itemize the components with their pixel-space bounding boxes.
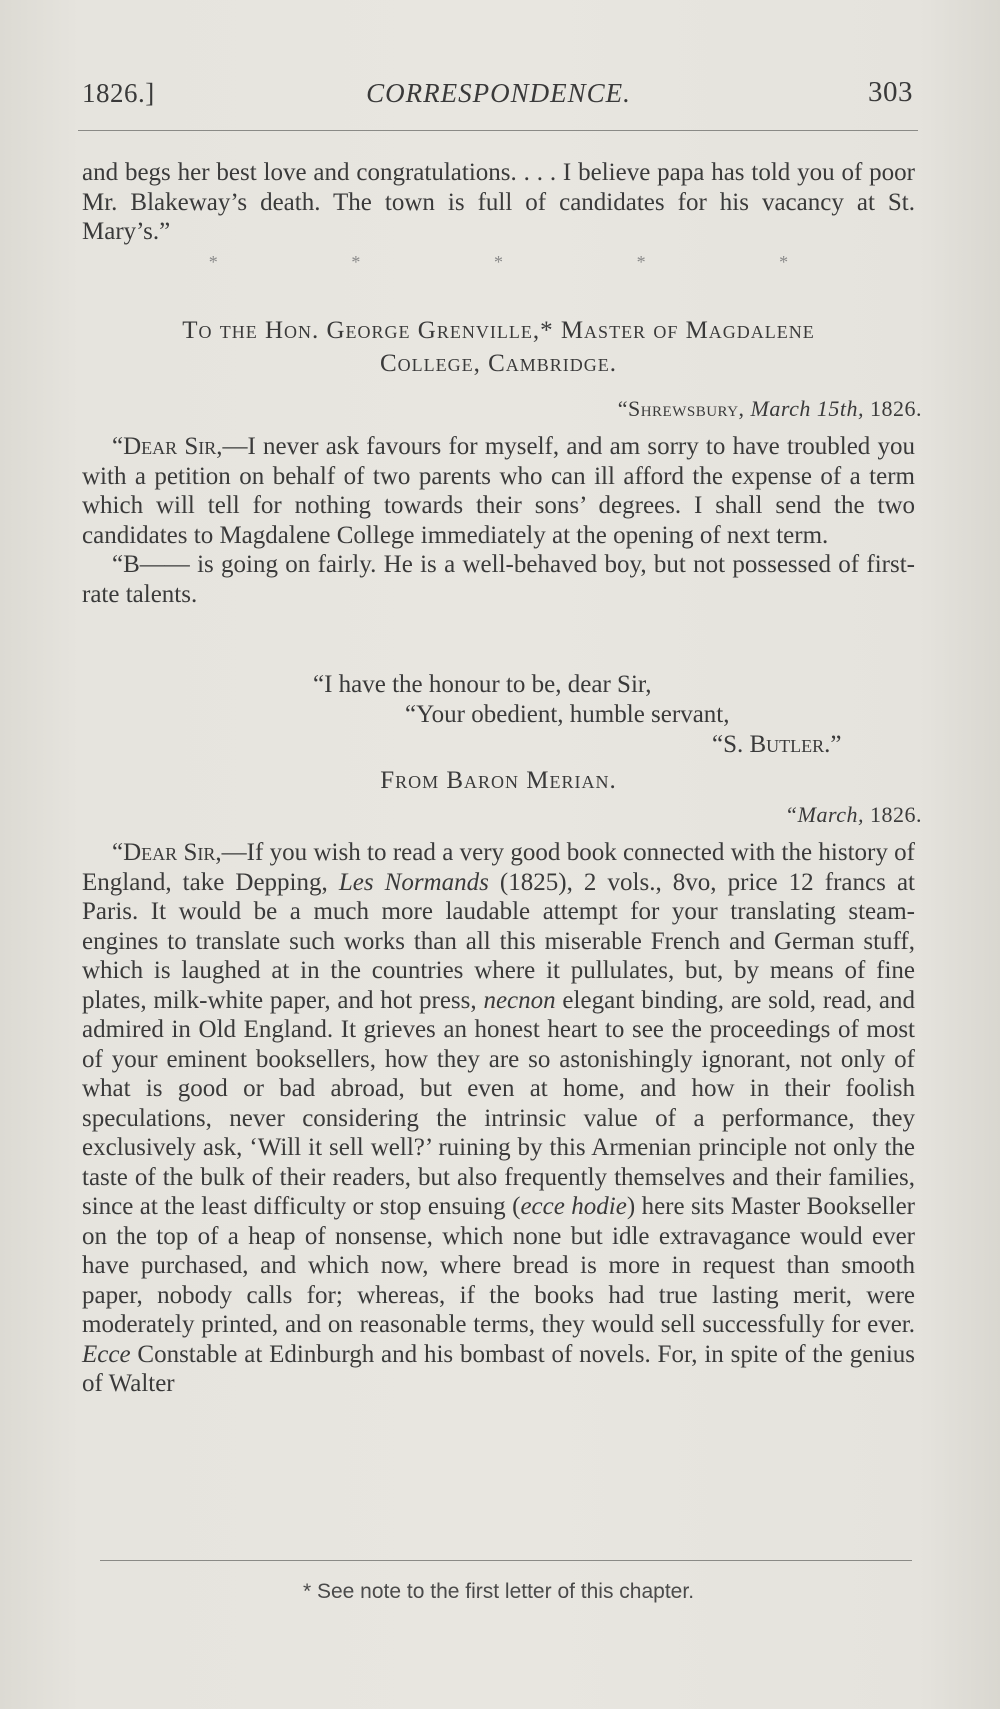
letter1-closing-2: “Your obedient, humble servant, [405,701,730,728]
letter2-heading: From Baron Merian. [380,767,617,794]
letter1-body-text-1: —I never ask favours for myself, and am sorry to have troubled you with a petition on behalf of two parents who can ill afford the expense of a term which will tell for nothing towards their sons’ degrees. I shall send the two candidates to Magdalene College immediately at the opening of next term. [82,433,915,549]
letter2-ecce: Ecce [82,1340,131,1368]
letter2-body-text-d: ) here sits Master Bookseller on the top of a heap of nonsense, which none but idle extravagance would ever have purchased, and which now, where bread is more in request than smooth paper, nobody calls for; whereas, if the books had true lasting merit, were moderately printed, and on reasonable terms, they would sell successfully for ever. [82,1193,915,1338]
letter1-closing-1: “I have the honour to be, dear Sir, [313,671,652,698]
letter2-necnon: necnon [483,986,556,1014]
section-break [82,252,915,273]
letter2-dateline [785,802,922,828]
section-break-star: * [351,252,361,272]
letter2-body [82,838,915,1399]
letter2-body-text-c: elegant binding, are sold, read, and admired in Old England. It grieves an honest heart to see the proceedings of most of your eminent booksellers, how they are so astonishingly ignorant, not only of what is good or bad abroad, but even at home, and how in their foolish speculations, never considering the intrinsic value of a performance, they exclusively ask, ‘Will it sell well?’ ruining by this Armenian principle not only the taste of the bulk of their readers, but also frequently themselves and their families, since at the least difficulty or stop ensuing ( [82,986,915,1220]
letter1-dateline-year: 1826. [870,396,922,421]
page-number: 303 [868,76,913,108]
letter1-body-text-2: “B—— is going on fairly. He is a well-behaved boy, but not possessed of first-rate talents. [82,551,915,608]
letter1-dateline-date: March 15th, [750,396,864,421]
footnote: * See note to the first letter of this chapter. [302,1580,695,1603]
section-break-star: * [636,252,646,272]
letter2-book-title: Les Normands [338,868,489,896]
letter2-body-text-e: Constable at Edinburgh and his bombast of novels. For, in spite of the genius of Walter [82,1340,915,1397]
letter1-paragraph-1 [82,432,915,550]
letter1-signature-name: Butler.” [749,731,842,758]
letter1-heading-line2: College, Cambridge. [379,350,618,377]
letter1-signature-open: “S. [712,731,744,758]
section-break-star: * [779,252,789,272]
letter1-heading [82,314,915,380]
letter2-body-text-b: (1825), 2 vols., 8vo, price 12 francs at Paris. It would be a much more laudable attempt for your translating steam-engines to translate such works than all this miserable French and German stuff, which is laughed at in the countries where it pullulates, but, by means of fine plates, milk-white paper, and hot press, [82,868,915,1014]
letter2-dateline-date: “March, [784,802,864,827]
opening-paragraph: and begs her best love and congratulations. . . . I believe papa has told you of poor Mr. Blakeway’s death. The town is full of candidates for his vacancy at St. Mary’s.” [82,159,915,245]
letter1-body [82,432,915,609]
letter2-dateline-year: 1826. [870,802,922,827]
header-title: CORRESPONDENCE. [366,78,631,108]
letter1-salutation: “Dear Sir, [112,433,223,460]
running-header [82,78,915,118]
letter2-ecce-hodie: ecce hodie [520,1193,627,1220]
letter2-salutation: “Dear Sir, [112,839,222,866]
letter1-paragraph-2 [82,550,915,609]
letter2-body-text-a: —If you wish to read a very good book connected with the history of England, take Depping, [82,839,916,896]
letter1-heading-line1: To the Hon. George Grenville,* Master of Magdalene [182,317,815,344]
section-break-star: * [208,252,218,272]
header-rule [78,130,918,131]
section-break-star: * [493,252,503,272]
header-year: 1826.] [82,78,155,108]
letter1-dateline-place: “Shrewsbury, [617,396,745,421]
letter1-signature [712,730,842,760]
footnote-rule [100,1560,912,1561]
letter1-dateline [618,396,922,422]
